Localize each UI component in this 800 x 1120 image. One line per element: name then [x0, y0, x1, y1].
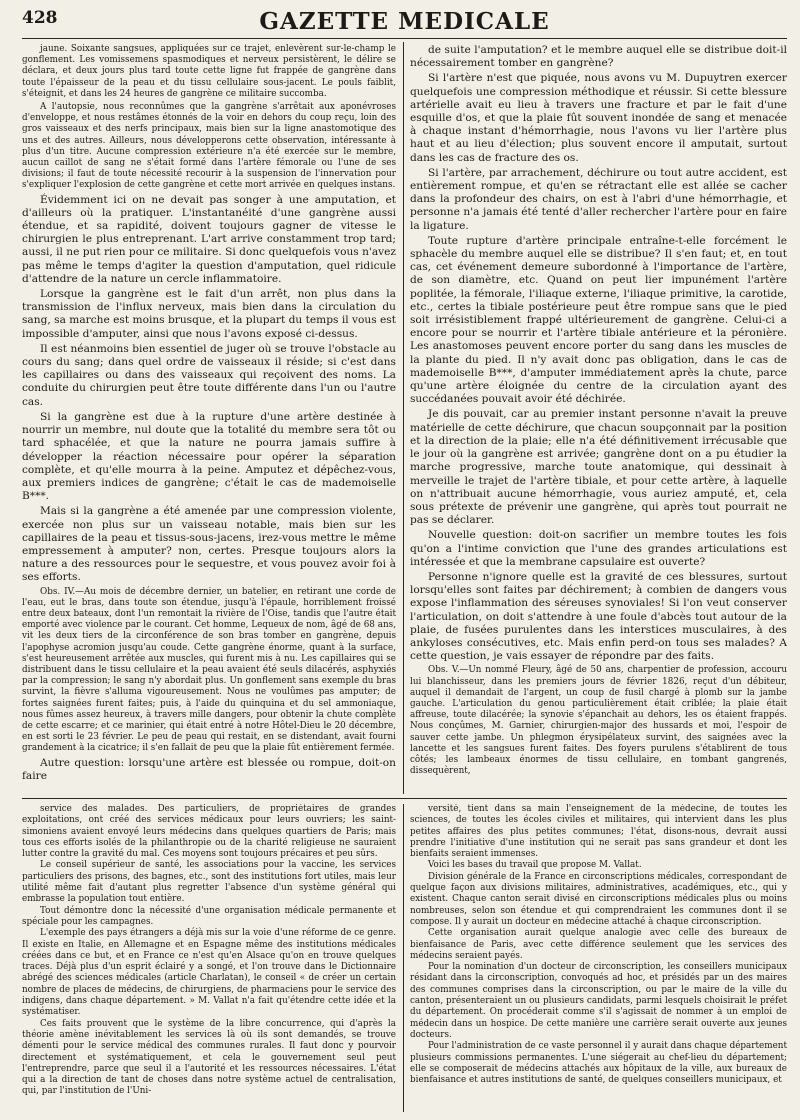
paragraph: Personne n'ignore quelle est la gravité de ces blessures, surtout lorsqu'elles sont faites par déchirement; à combien de dangers vous expose l'inflammation des séreuses synoviales! Si l'on veut conserver l'articulation, on doit s'attendre à une foule d'abcès tout autour de la plaie, de fusées purulentes dans les interstices musculaires, à des ankyloses consécutives, etc. Mais enfin perd-on tous ses malades? A cette question, je vais essayer de répondre par des faits. [410, 570, 787, 663]
column-divider [403, 42, 404, 794]
header-rule [22, 38, 787, 39]
paragraph: Cette organisation aurait quelque analogie avec celle des bureaux de bienfaisance de Paris, avec cette différence seulement que les services des médecins seraient payés. [410, 928, 787, 961]
journal-title: GAZETTE MEDICALE [259, 8, 550, 35]
lower-right-column [410, 804, 787, 1112]
paragraph: jaune. Soixante sangsues, appliquées sur ce trajet, enlevèrent sur-le-champ le gonflement. Les vomissemens spasmodiques et nerveux persistèrent, le délire se déclara, et deux jours plus tard toute cette ligne fut frappée de gangrène dans toute l'épaisseur de la peau et du tissu cellulaire sous-jacent. Le pouls faiblit, s'éteignit, et dans les 24 heures de gangrène ce militaire succomba. [22, 44, 396, 99]
paragraph: A l'autopsie, nous reconnûmes que la gangrène s'arrêtait aux aponévroses d'enveloppe, et nous restâmes étonnés de la voir en dehors du coup reçu, loin des gros vaisseaux et des nerfs principaux, mais bien sur la ligne anastomotique des uns et des autres. Ailleurs, nous développerons cette observation, intéressante à plus d'un titre. Aucune compression extérieure n'a été exercée sur le membre, aucun caillot de sang ne s'était formé dans l'artère fémorale ou l'une de ses divisions; il faut de toute nécessité recourir à la suspension de l'innervation pour s'expliquer l'explosion de cette gangrène et cette mort arrivée en quelques instans. [22, 102, 396, 191]
paragraph: L'exemple des pays étrangers a déjà mis sur la voie d'une réforme de ce genre. Il existe en Italie, en Allemagne et en Espagne même des institutions médicales créées dans ce but, et en France ce n'est qu'en Alsace qu'on en trouve quelques traces. Déjà plus d'un esprit éclairé y a songé, et l'on trouve dans le Dictionnaire abrégé des sciences médicales (article Charlatan), le conseil « de créer un certain nombre de places de médecins, de chirurgiens, de pharmaciens pour le service des indigens, dans chaque département. » M. Vallat n'a fait qu'étendre cette idée et la systématiser. [22, 928, 396, 1018]
paragraph: Il est néanmoins bien essentiel de juger où se trouve l'obstacle au cours du sang; dans quel ordre de vaisseaux il réside; si c'est dans les capillaires ou dans des vaisseaux qui reçoivent des noms. La conduite du chirurgien peut être toute différente dans l'un ou l'autre cas. [22, 342, 396, 408]
paragraph: Évidemment ici on ne devait pas songer à une amputation, et d'ailleurs où la pratiquer. L'instantanéité d'une gangrène aussi étendue, et sa rapidité, doivent toujours gagner de vitesse le chirurgien le plus entreprenant. L'art arrive constamment trop tard; aussi, il ne put rien pour ce militaire. Si donc quelquefois vous n'avez pas même le temps d'agiter la question d'amputation, quel ridicule d'attendre de la nature un cercle inflammatoire. [22, 193, 396, 285]
paragraph: Le conseil supérieur de santé, les associations pour la vaccine, les services particuliers des prisons, des bagnes, etc., sont des institutions fort utiles, mais leur utilité même fait d'autant plus regretter l'absence d'un système général qui embrasse la population tout entière. [22, 860, 396, 905]
paragraph: Si l'artère n'est que piquée, nous avons vu M. Dupuytren exercer quelquefois une compression méthodique et réussir. Si cette blessure artérielle avait eu lieu à travers une fracture et par le fait d'une esquille d'os, et que la plaie fût souvent inondée de sang et menacée à chaque instant d'hémorrhagie, nous l'avons vu lier l'artère plus haut et au lieu d'élection; plus souvent encore il amputait, surtout dans les cas de fracture des os. [410, 72, 787, 164]
paragraph: Pour la nomination d'un docteur de circonscription, les conseillers municipaux résidant dans la circonscription, convoqués ad hoc, et présidés par un des maires des communes comprises dans la circonscription, ou par le maire de la ville du canton, présenteraient un ou plusieurs candidats, parmi lesquels choisirait le préfet du département. On procéderait comme s'il s'agissait de nommer à un emploi de médecin dans un hospice. De cette manière une carrière serait ouverte aux jeunes docteurs. [410, 962, 787, 1040]
paragraph: Toute rupture d'artère principale entraîne-t-elle forcément le sphacèle du membre auquel elle se distribue? Il s'en faut; et, en tout cas, cet événement demeure subordonné à l'importance de l'artère, de son diamètre, etc. Quand on peut lier impunément l'artère poplitée, la fémorale, l'iliaque externe, l'iliaque primitive, la carotide, etc., certes la tibiale postérieure peut être rompue sans que le pied soit irrésistiblement frappé ultérieurement de gangrène. Celui-ci a encore pour se nourrir et l'artère tibiale antérieure et la péronière. Les anastomoses peuvent encore porter du sang dans les muscles de la plante du pied. Il n'y avait donc pas obligation, dans le cas de mademoiselle B***, d'amputer immédiatement après la chute, parce qu'une artère éloignée du centre de la circulation ayant des succédanées pouvait avoir été déchirée. [410, 234, 787, 406]
page-header [22, 6, 787, 36]
column-divider-lower [403, 804, 404, 1112]
paragraph: Si la gangrène est due à la rupture d'une artère destinée à nourrir un membre, nul doute que la totalité du membre sera tôt ou tard sphacélée, et que la nature ne pourra jamais suffire à développer la réaction nécessaire pour opérer la séparation complète, et qu'elle mourra à la peine. Amputez et dépêchez-vous, aux premiers indices de gangrène; c'était le cas de mademoiselle B***. [22, 410, 396, 503]
paragraph: versité, tient dans sa main l'enseignement de la médecine, de toutes les sciences, de toutes les écoles civiles et militaires, qui intervient dans les plus petites affaires des plus petites communes; l'état, disons-nous, devrait aussi prendre l'initiative d'une institution qui ne serait pas sans grandeur et dont les bienfaits seraient immenses. [410, 804, 787, 860]
paragraph: Si l'artère, par arrachement, déchirure ou tout autre accident, est entièrement rompue, et qu'en se rétractant elle est allée se cacher dans la profondeur des chairs, on est à l'abri d'une hémorrhagie, et personne n'a jamais été tenté d'aller rechercher l'artère pour en faire la ligature. [410, 166, 787, 232]
paragraph: de suite l'amputation? et le membre auquel elle se distribue doit-il nécessairement tomber en gangrène? [410, 44, 787, 70]
paragraph: Tout démontre donc la nécessité d'une organisation médicale permanente et spéciale pour les campagnes. [22, 905, 396, 927]
paragraph: Ces faits prouvent que le système de la libre concurrence, qui d'après la théorie amène inévitablement les services là où ils sont demandés, se trouve démenti pour le service médical des communes rurales. Il faut donc y pourvoir directement et systématiquement, et cela le gouvernement seul peut l'entreprendre, parce que seul il a l'autorité et les ressources nécessaires. L'état qui a la direction de tant de choses dans notre système actuel de centralisation, qui, par l'institution de l'Uni- [22, 1018, 396, 1097]
page-number: 428 [22, 8, 58, 28]
paragraph: Mais si la gangrène a été amenée par une compression violente, exercée non plus sur un vaisseau notable, mais bien sur les capillaires de la peau et tissus-sous-jacens, irez-vous mettre le même empressement à amputer? non, certes. Presque toujours alors la nature a des ressources pour le sequestre, et vous pouvez avoir foi à ses efforts. [22, 505, 396, 584]
paragraph: Nouvelle question: doit-on sacrifier un membre toutes les fois qu'on a l'intime conviction que l'une des grandes articulations est intéressée et que la membrane capsulaire est ouverte? [410, 529, 787, 568]
upper-right-column [410, 42, 787, 794]
paragraph: service des malades. Des particuliers, de propriétaires de grandes exploitations, ont créé des services médicaux pour leurs ouvriers; les saint-simoniens avaient envoyé leurs médecins dans quelques quartiers de Paris; mais tous ces efforts isolés de la philanthropie ou de la charité religieuse ne sauraient lutter contre la gravité du mal. Ces moyens sont toujours précaires et peu sûrs. [22, 804, 396, 860]
section-rule [22, 798, 787, 799]
paragraph: Obs. V.—Un nommé Fleury, âgé de 50 ans, charpentier de profession, accouru lui blanchisseur, dans les premiers jours de février 1826, reçut d'un débiteur, auquel il demandait de l'argent, un coup de fusil chargé à plomb sur la jambe gauche. L'articulation du genou particulièrement était criblée; la plaie était affreuse, toute dilacérée; la synovie s'épanchait au dehors, les os étaient frappés. Nous conçûmes, M. Garnier, chirurgien-major des hussards et moi, l'espoir de sauver cette jambe. Un phlegmon érysipélateux survint, des saignées avec la lancette et les sangsues furent faites. Des foyers purulens s'établirent de tous côtés; les lambeaux énormes de tissu cellulaire, en tombant gangrenés, dissequèrent, [410, 665, 787, 777]
paragraph: Pour l'administration de ce vaste personnel il y aurait dans chaque département plusieurs commissions permanentes. L'une siégerait au chef-lieu du département; elle se composerait de médecins attachés aux hôpitaux de la ville, aux bureaux de bienfaisance et autres institutions de santé, de quelques conseillers municipaux, et [410, 1041, 787, 1086]
paragraph: Voici les bases du travail que propose M. Vallat. [428, 860, 642, 871]
paragraph: Je dis pouvait, car au premier instant personne n'avait la preuve matérielle de cette déchirure, que chacun soupçonnait par la position et la direction de la plaie; elle n'a été définitivement irrécusable que le jour où la gangrène est arrivée; gangrène dont on a pu étudier la marche progressive, marche toute anatomique, qui dessinait à merveille le trajet de l'artère tibiale, et pour cette artère, à laquelle on n'attribuait aucune hémorrhagie, vous auriez amputé, et, cela sous prétexte de prévenir une gangrène, qui après tout pourrait ne pas se déclarer. [410, 408, 787, 527]
paragraph: Division générale de la France en circonscriptions médicales, correspondant de quelque façon aux divisions militaires, administratives, académiques, etc., qui y existent. Chaque canton serait divisé en circonscriptions médicales plus ou moins nombreuses, selon son étendue et qui comprendraient les communes dont il se compose. Il y aurait un docteur en médecine attaché à chaque circonscription. [410, 871, 787, 927]
paragraph: Lorsque la gangrène est le fait d'un arrêt, non plus dans la transmission de l'influx nerveux, mais bien dans la circulation du sang, sa marche est moins brusque, et la plupart du temps il vous est impossible d'amputer, ainsi que nous l'avons exposé ci-dessus. [22, 288, 396, 340]
paragraph: Autre question: lorsqu'une artère est blessée ou rompue, doit-on faire [22, 756, 396, 782]
upper-left-column [22, 42, 396, 794]
paragraph: Obs. IV.—Au mois de décembre dernier, un batelier, en retirant une corde de l'eau, eut le bras, dans toute son étendue, jusqu'à l'épaule, horriblement froissé entre deux bateaux, dont l'un remontait la rivière de l'Oise, tandis que l'autre était emporté avec violence par le courant. Cet homme, Lequeux de nom, âgé de 68 ans, vit les deux tiers de la circonférence de son bras tomber en gangrène, depuis l'apophyse acromion jusqu'au coude. Cette gangrène énorme, quant à la surface, s'est heureusement arrêtée aux muscles, qui furent mis à nu. Les capillaires qui se distribuent dans le tissu cellulaire et la peau avaient été seuls dilacérés, asphyxiés par la compression; le sang n'y abordait plus. Un gonflement sans exemple du bras survint, la fièvre s'alluma vigoureusement. Nous ne voulûmes pas amputer; de fortes saignées furent faites; puis, à l'aide du quinquina et du sel ammoniaque, nous fûmes assez heureux, à travers mille dangers, pour obtenir la chute complète de cette escarre; et ce marinier, qui était entré à notre Hôtel-Dieu le 20 décembre, en est sorti le 23 février. Le peu de peau qui restait, en se distendant, avait fourni grandement à la cicatrice; il s'en fallait de peu que la plaie fût entièrement fermée. [22, 586, 396, 754]
lower-left-column [22, 804, 396, 1112]
